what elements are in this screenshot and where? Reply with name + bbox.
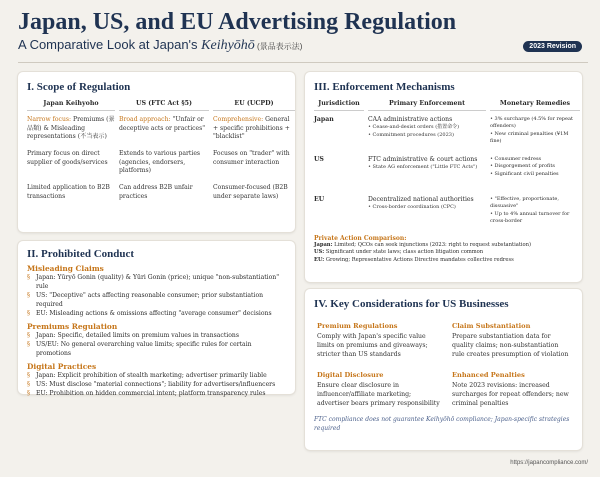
scope-cell: Focuses on "trader" with consumer interaction	[213, 150, 290, 166]
private-line: US: Significant under state laws; class action litigation common	[314, 249, 484, 256]
enf-jurisdiction: EU	[314, 196, 325, 203]
list-item: § Japan: Explicit prohibition of stealth marketing; advertiser primarily liable	[27, 371, 286, 380]
scope-head-us: US (FTC Act §5)	[119, 100, 209, 111]
key-note: FTC compliance does not guarantee Keihyōhō compliance; Japan-specific strategies required	[314, 416, 570, 432]
key-box: Claim Substantiation Prepare substantiation data for quality claims; non-substantiation rule creates presumption of violation	[452, 322, 569, 358]
prohibited-title: II. Prohibited Conduct	[27, 248, 135, 260]
enf-primary: CAA administrative actions • Cease-and-desist orders (措置命令) • Commitment procedures (2023)	[368, 116, 460, 138]
key-box: Enhanced Penalties Note 2023 revisions: increased surcharges for repeat offenders; new criminal penalties	[452, 371, 569, 407]
subtitle-prefix: A Comparative Look at Japan's	[18, 37, 202, 52]
subtitle-jp: (景品表示法)	[254, 42, 303, 51]
prohibited-panel	[18, 241, 295, 397]
enf-remedies: • "Effective, proportionate, dissuasive" • Up to 4% annual turnover for cross-border	[490, 196, 570, 225]
list-item: § Japan: Yūryō Gonin (quality) & Yūri Gonin (price); unique "non-substantiation" rule	[27, 273, 286, 291]
header	[18, 8, 588, 60]
enf-head-primary: Primary Enforcement	[368, 100, 486, 111]
list-item: § EU: Prohibition on hidden commercial intent; platform transparency rules	[27, 389, 286, 398]
enf-jurisdiction: US	[314, 156, 324, 163]
list-item: § US: "Deceptive" acts affecting reasonable consumer; prior substantiation required	[27, 291, 286, 309]
enforcement-panel	[305, 72, 582, 282]
list-item: § Japan: Specific, detailed limits on premium values in transactions	[27, 331, 286, 340]
key-panel	[305, 289, 582, 450]
list-item: § US: Must disclose "material connections"; liability for advertisers/influencers	[27, 380, 286, 389]
footer-url[interactable]: https://japancompliance.com/	[510, 460, 588, 466]
section-heading: Misleading Claims	[27, 264, 104, 273]
scope-cell: Can address B2B unfair practices	[119, 184, 193, 200]
private-action-title: Private Action Comparison:	[314, 235, 407, 242]
section-heading: Premiums Regulation	[27, 322, 118, 331]
enforcement-table	[314, 100, 573, 231]
key-grid	[314, 319, 573, 411]
section-heading: Digital Practices	[27, 362, 97, 371]
scope-cell: Comprehensive: General + specific prohibitions + "blacklist"	[213, 116, 290, 141]
revision-badge: 2023 Revision	[523, 41, 582, 52]
header-divider	[18, 62, 588, 63]
scope-cell: Extends to various parties (agencies, endorsers, platforms)	[119, 150, 201, 175]
enf-primary: FTC administrative & court actions • State AG enforcement ("Little FTC Acts")	[368, 156, 478, 171]
scope-cell: Consumer-focused (B2B under separate laws)	[213, 184, 288, 200]
page-subtitle	[18, 36, 588, 56]
subtitle-italic: Keihyōhō	[201, 38, 255, 53]
key-box: Premium Regulations Comply with Japan's specific value limits on premiums and giveaways; stricter than US standards	[317, 322, 428, 358]
key-title: IV. Key Considerations for US Businesses	[314, 298, 509, 310]
scope-head-eu: EU (UCPD)	[213, 100, 295, 111]
scope-cell: Limited application to B2B transactions	[27, 184, 110, 200]
page-title: Japan, US, and EU Advertising Regulation	[18, 9, 457, 35]
enf-primary: Decentralized national authorities • Cross-border coordination (CPC)	[368, 196, 474, 211]
scope-head-japan: Japan Keihyoho	[27, 100, 115, 111]
key-box: Digital Disclosure Ensure clear disclosure in influencer/affiliate marketing; advertiser bears primary responsibility	[317, 371, 440, 407]
scope-cell: Broad approach: "Unfair or deceptive acts or practices"	[119, 116, 206, 132]
scope-cell: Narrow focus: Premiums (景品類) & Misleading representations (不当表示)	[27, 116, 115, 141]
scope-table	[27, 100, 290, 213]
enforcement-title: III. Enforcement Mechanisms	[314, 81, 455, 93]
enf-remedies: • Consumer redress • Disgorgement of profits • Significant civil penalties	[490, 156, 559, 177]
enf-remedies: • 3% surcharge (4.5% for repeat offenders) • New criminal penalties (¥1M fine)	[490, 116, 573, 145]
enf-head-jurisdiction: Jurisdiction	[314, 100, 364, 111]
private-action	[314, 235, 573, 264]
private-line: EU: Growing; Representative Actions Directive mandates collective redress	[314, 256, 514, 263]
scope-cell: Primary focus on direct supplier of goods/services	[27, 150, 108, 166]
scope-panel	[18, 72, 295, 232]
scope-title: I. Scope of Regulation	[27, 81, 131, 93]
list-item: § US/EU: No general overarching value limits; specific rules for certain promotions	[27, 340, 286, 358]
list-item: § EU: Misleading actions & omissions affecting "average consumer" decisions	[27, 309, 286, 318]
private-line: Japan: Limited; QCOs can seek injunctions (2023: right to request substantiation)	[314, 242, 532, 249]
enf-head-remedies: Monetary Remedies	[490, 100, 580, 111]
enf-jurisdiction: Japan	[314, 116, 334, 123]
